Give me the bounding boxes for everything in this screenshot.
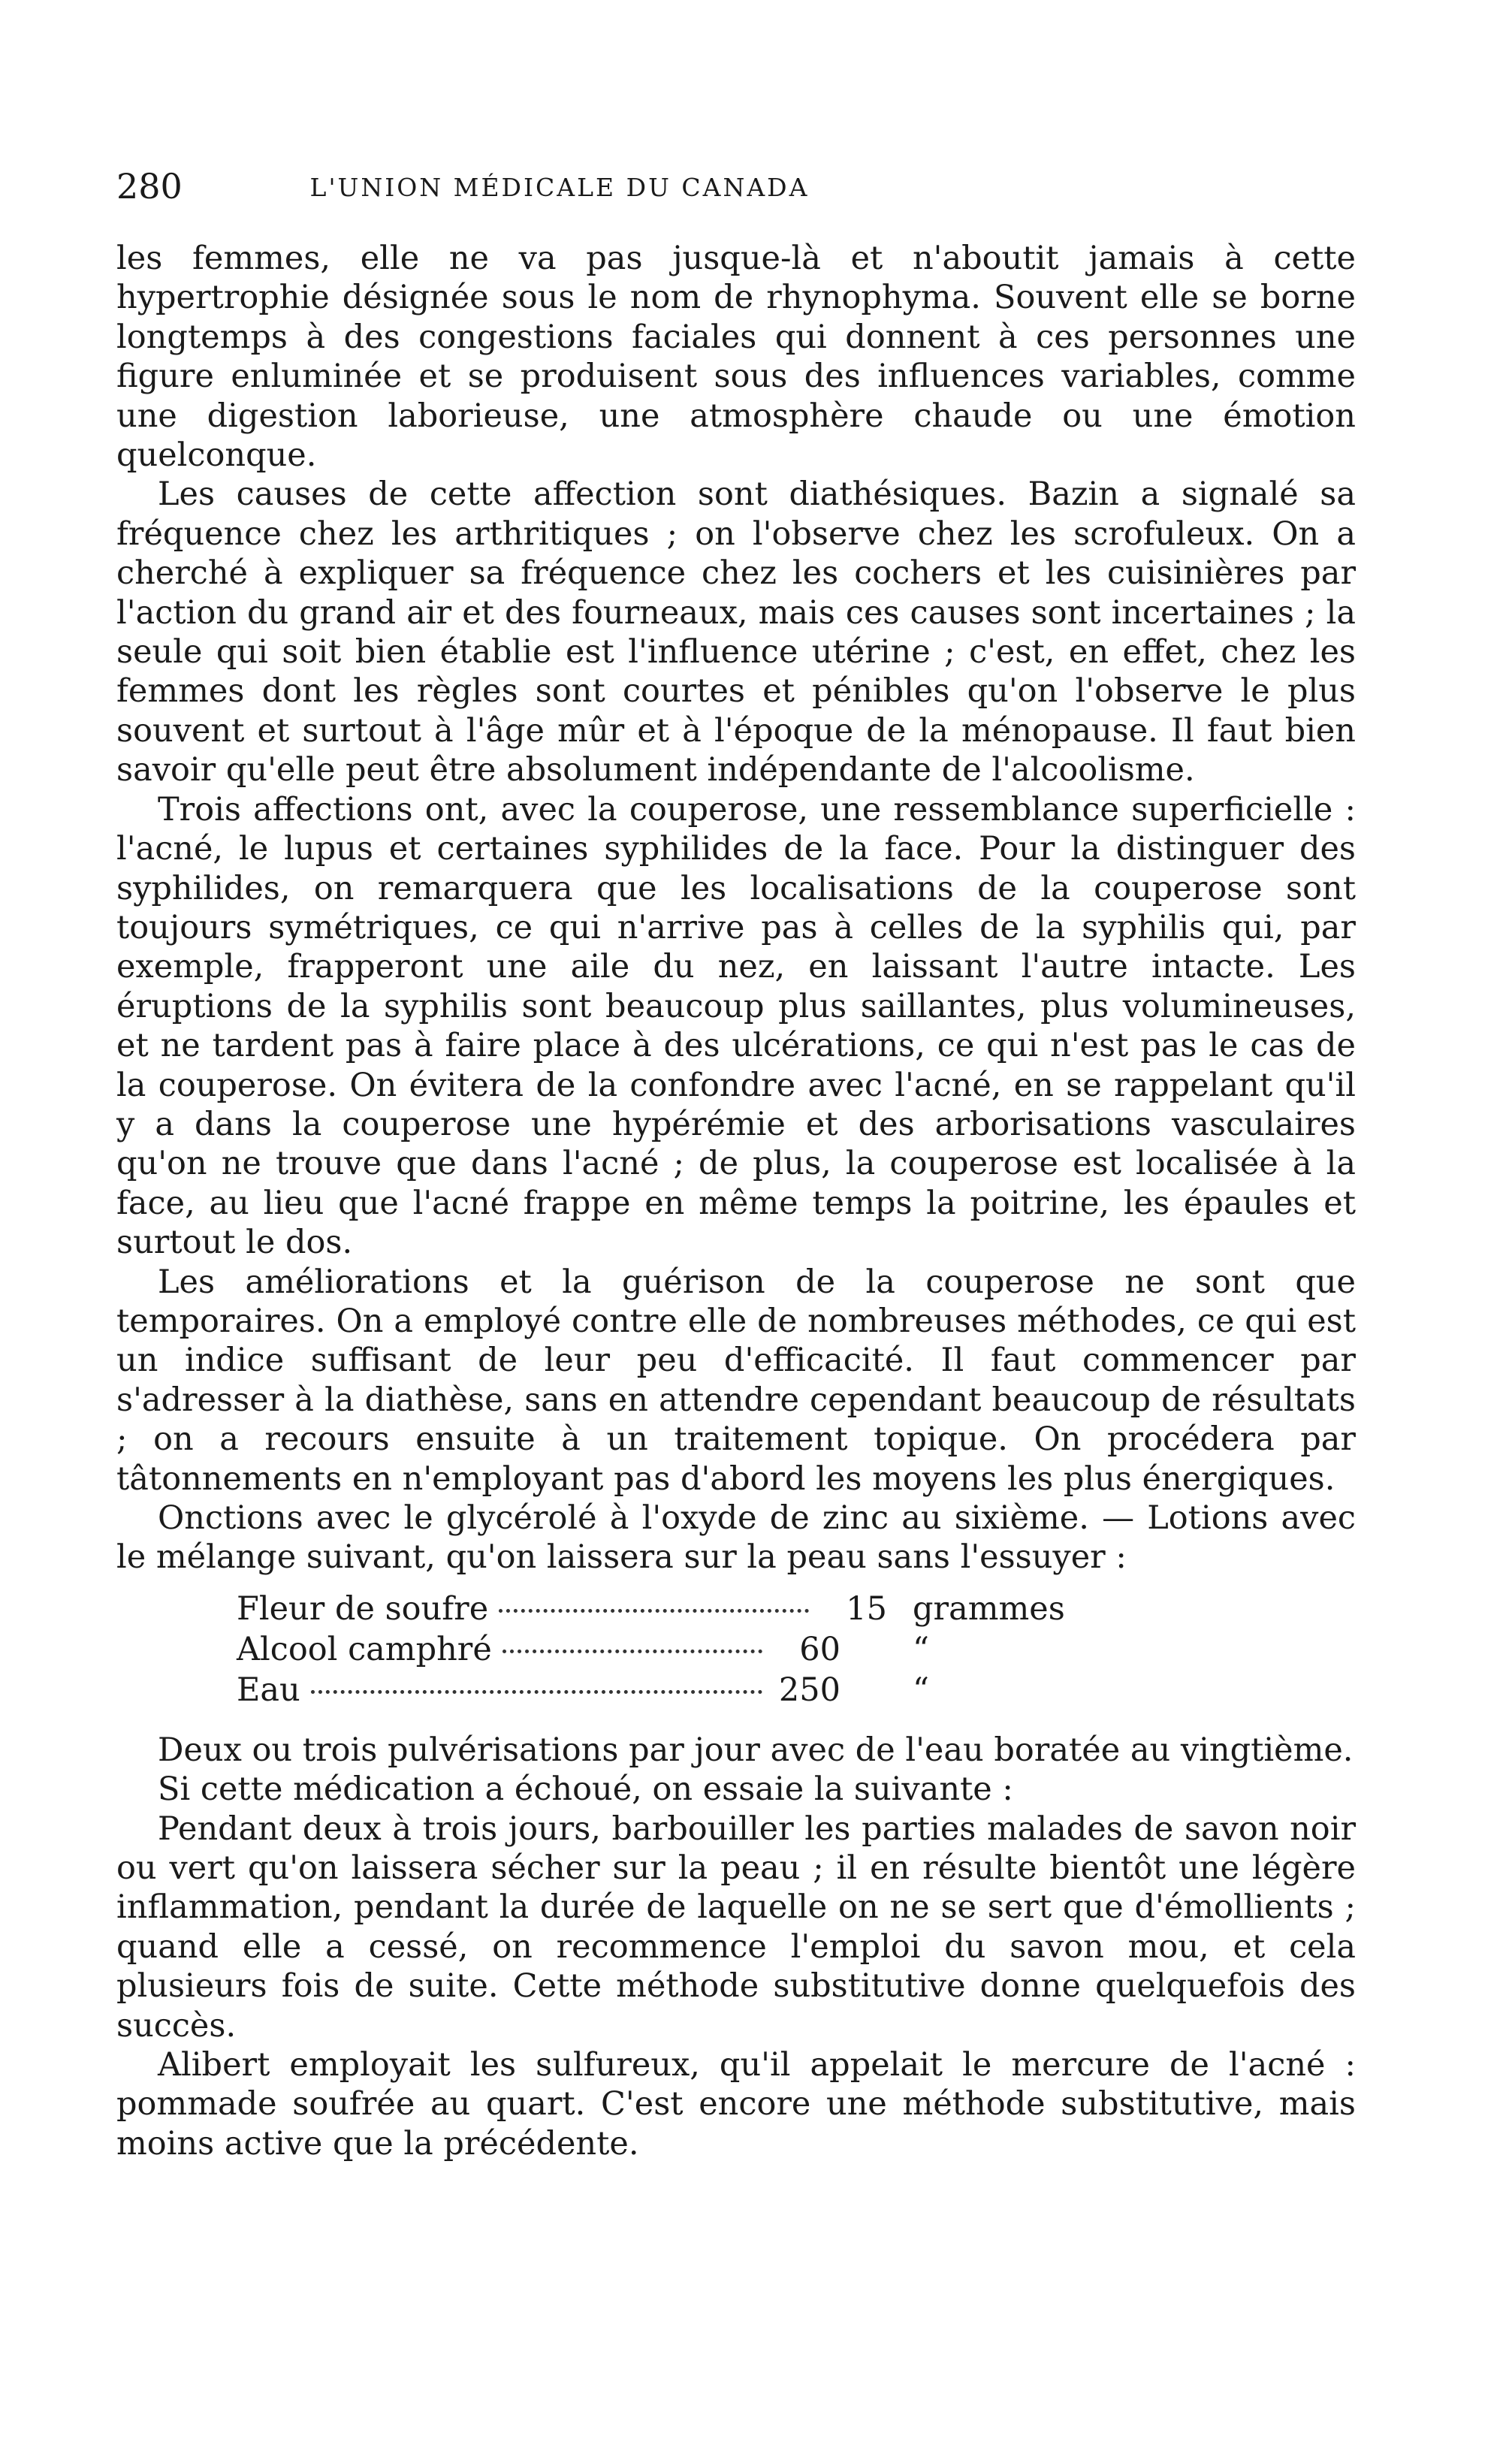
paragraph: Alibert employait les sulfureux, qu'il appelait le mercure de l'acné : pommade soufrée au quart. C'est encore une méthode substitutive, mais moins active que la précédente. bbox=[116, 2046, 1356, 2163]
dot-leader bbox=[311, 1690, 762, 1694]
paragraph: Onctions avec le glycérolé à l'oxyde de zinc au sixième. — Lotions avec le mélange suivant, qu'on laissera sur la peau sans l'essuyer : bbox=[116, 1499, 1356, 1577]
page-number: 280 bbox=[116, 166, 183, 207]
page-header bbox=[116, 164, 1003, 216]
paragraph: Si cette médication a échoué, on essaie la suivante : bbox=[158, 1770, 1013, 1809]
recipe-quantity: 15 bbox=[846, 1589, 887, 1628]
paragraph: les femmes, elle ne va pas jusque-là et n'aboutit jamais à cette hypertrophie désignée sous le nom de rhynophyma. Souvent elle se borne longtemps à des congestions faciales qui donnent à ces personnes une figure enluminée et se produisent sous des influences variables, comme une digestion laborieuse, une atmosphère chaude ou une émotion quelconque. bbox=[116, 240, 1356, 475]
paragraph: Les causes de cette affection sont diathésiques. Bazin a signalé sa fréquence chez les arthritiques ; on l'observe chez les scrofuleux. On a cherché à expliquer sa fréquence chez les cochers et les cuisinières par l'action du grand air et des fourneaux, mais ces causes sont incertaines ; la seule qui soit bien établie est l'influence utérine ; c'est, en effet, chez les femmes dont les règles sont courtes et pénibles qu'on l'observe le plus souvent et surtout à l'âge mûr et à l'époque de la ménopause. Il faut bien savoir qu'elle peut être absolument indépendante de l'alcoolisme. bbox=[116, 475, 1356, 789]
dot-leader bbox=[499, 1609, 809, 1613]
recipe-unit: “ bbox=[913, 1630, 929, 1668]
recipe-ingredient: Alcool camphré bbox=[237, 1630, 492, 1668]
recipe-ingredient: Fleur de soufre bbox=[237, 1589, 489, 1628]
paragraph: Les améliorations et la guérison de la couperose ne sont que temporaires. On a employé contre elle de nombreuses méthodes, ce qui est un indice suffisant de leur peu d'efficacité. Il faut commencer par s'adresser à la diathèse, sans en attendre cependant beaucoup de résultats ; on a recours ensuite à un traitement topique. On procédera par tâtonnements en n'employant pas d'abord les moyens les plus énergiques. bbox=[116, 1263, 1356, 1498]
dot-leader bbox=[502, 1650, 762, 1653]
paragraph: Deux ou trois pulvérisations par jour avec de l'eau boratée au vingtième. bbox=[158, 1731, 1354, 1769]
recipe-quantity: 250 bbox=[778, 1671, 841, 1709]
recipe-unit: grammes bbox=[913, 1589, 1065, 1628]
recipe-quantity: 60 bbox=[799, 1630, 841, 1668]
recipe-ingredient: Eau bbox=[237, 1671, 300, 1709]
paragraph: Pendant deux à trois jours, barbouiller les parties malades de savon noir ou vert qu'on laissera sécher sur la peau ; il en résulte bientôt une légère inflammation, pendant la durée de laquelle on ne se sert que d'émollients ; quand elle a cessé, on recommence l'emploi du savon mou, et cela plusieurs fois de suite. Cette méthode substitutive donne quelquefois des succès. bbox=[116, 1810, 1356, 2045]
recipe-table bbox=[237, 1589, 1108, 1711]
recipe-row bbox=[237, 1630, 1108, 1671]
article-body bbox=[116, 239, 1356, 2163]
paragraph: Trois affections ont, avec la couperose, une ressemblance superficielle : l'acné, le lupus et certaines syphilides de la face. Pour la distinguer des syphilides, on remarquera que les localisations de la couperose sont toujours symétriques, ce qui n'arrive pas à celles de la syphilis qui, par exemple, frapperont une aile du nez, en laissant l'autre intacte. Les éruptions de la syphilis sont beaucoup plus saillantes, plus volumineuses, et ne tardent pas à faire place à des ulcérations, ce qui n'est pas le cas de la couperose. On évitera de la confondre avec l'acné, en se rappelant qu'il y a dans la couperose une hypérémie et des arborisations vasculaires qu'on ne trouve que dans l'acné ; de plus, la couperose est localisée à la face, au lieu que l'acné frappe en même temps la poitrine, les épaules et surtout le dos. bbox=[116, 790, 1356, 1262]
recipe-row bbox=[237, 1589, 1108, 1630]
running-title: L'UNION MÉDICALE DU CANADA bbox=[309, 173, 810, 202]
recipe-row bbox=[237, 1671, 1108, 1711]
recipe-unit: “ bbox=[913, 1671, 929, 1709]
